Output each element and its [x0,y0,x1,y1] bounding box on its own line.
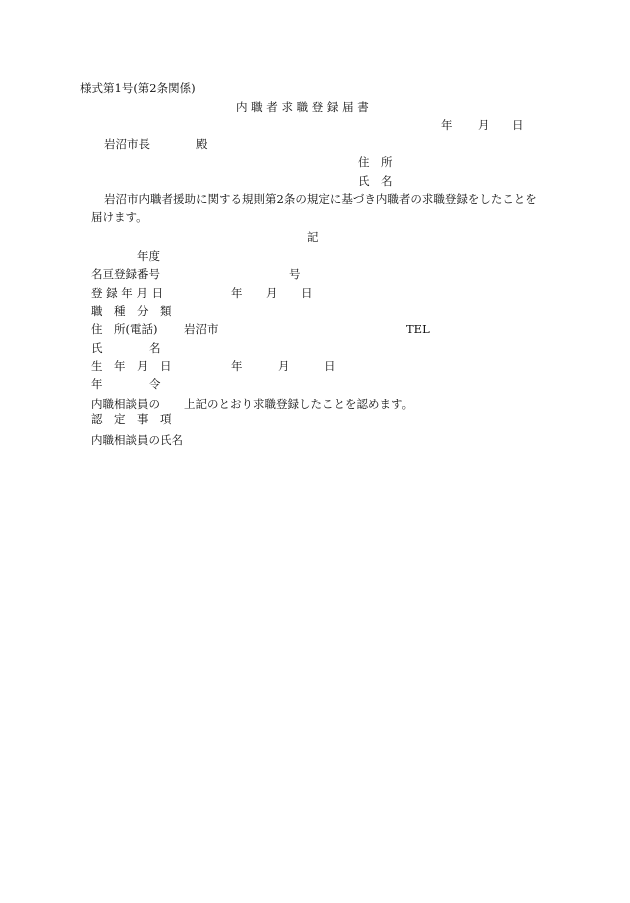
name-label-part-2: 名 [149,341,161,355]
counselor-cert-label: 内職相談員の [91,397,160,411]
birthdate-year: 年 [231,359,243,373]
address-phone-label: 住 所(電話) [91,322,158,336]
birthdate-month: 月 [278,359,290,373]
applicant-address-label: 住 所 [358,155,393,169]
birthdate-day: 日 [324,359,336,373]
date-year: 年 [441,118,453,132]
document-title: 内 職 者 求 職 登 録 届 書 [236,100,369,114]
addressee: 岩沼市長 [104,137,150,151]
counselor-name-label: 内職相談員の氏名 [91,433,183,447]
date-day: 日 [512,118,524,132]
body-text-line-2: 届けます。 [91,210,148,224]
registration-number-label: 名亘登録番号 [91,267,160,281]
registration-number-suffix: 号 [289,267,301,281]
name-label-part-1: 氏 [91,341,103,355]
cert-items-label: 認 定 事 項 [91,412,172,426]
fiscal-year-label: 年度 [137,249,160,263]
tel-label: TEL [406,322,430,336]
honorific: 殿 [196,137,208,151]
age-label-part-2: 令 [149,377,161,391]
registration-date-label: 登 録 年 月 日 [91,286,164,300]
date-month: 月 [478,118,490,132]
registration-date-day: 日 [301,286,313,300]
applicant-name-label: 氏 名 [358,174,393,188]
age-label-part-1: 年 [91,377,103,391]
birthdate-label: 生 年 月 日 [91,359,172,373]
job-category-label: 職 種 分 類 [91,304,172,318]
certification-text: 上記のとおり求職登録したことを認めます。 [184,397,414,411]
address-city: 岩沼市 [184,322,219,336]
body-text-line-1: 岩沼市内職者援助に関する規則第2条の規定に基づき内職者の求職登録をしたことを [104,192,537,206]
registration-date-year: 年 [231,286,243,300]
registration-date-month: 月 [266,286,278,300]
ki-heading: 記 [307,230,319,244]
form-number: 様式第1号(第2条関係) [80,81,196,95]
